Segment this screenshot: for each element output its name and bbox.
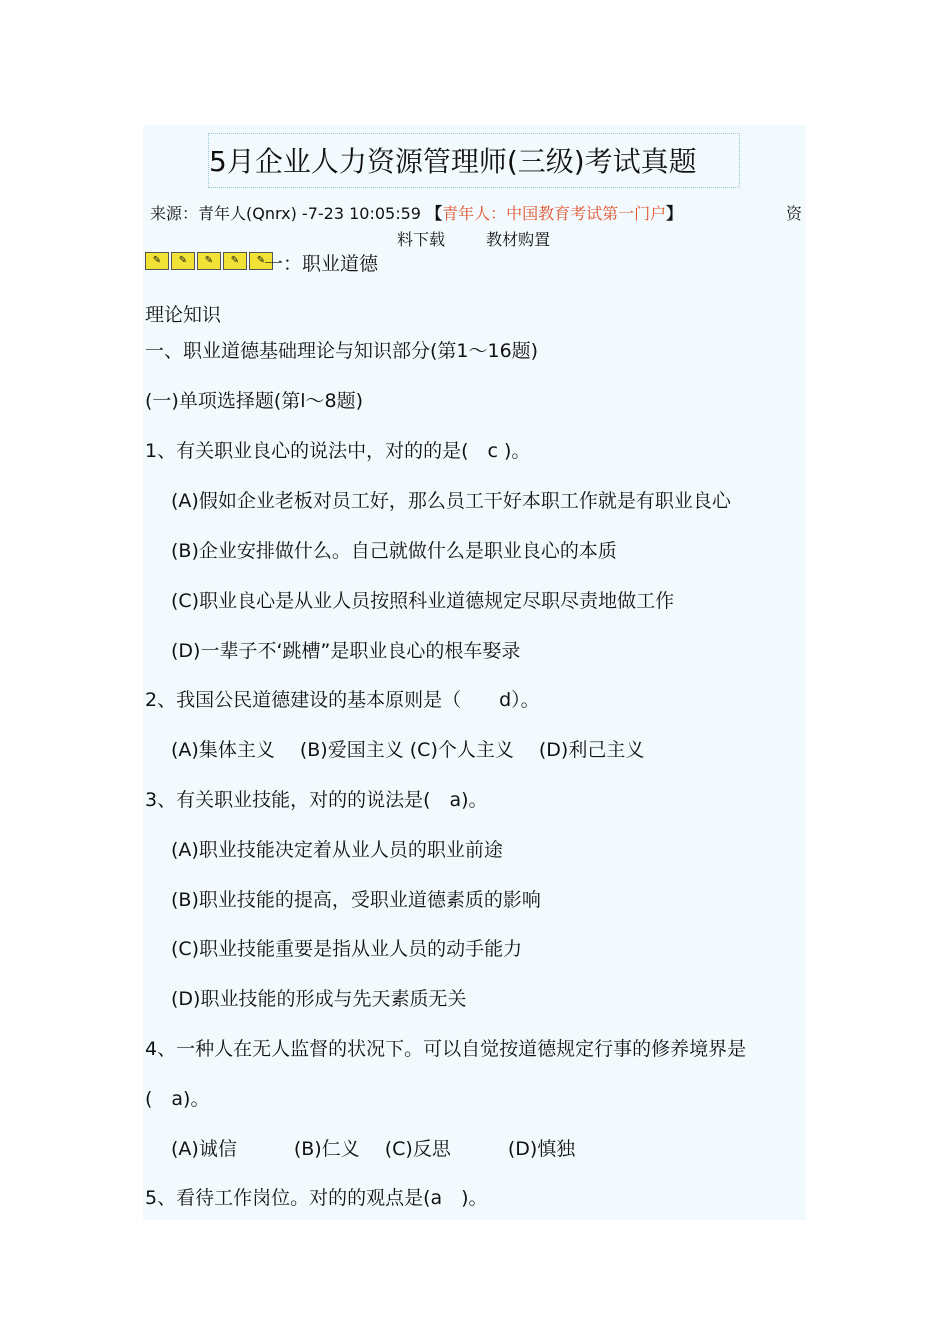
option: (A)职业技能决定着从业人员的职业前途: [171, 839, 503, 861]
source-info: 来源：青年人(Qnrx) -7-23 10:05:59: [150, 204, 421, 223]
question-continuation: ( a)。: [145, 1088, 210, 1110]
paragraph: (一)单项选择题(第l～8题): [145, 390, 364, 412]
option: (A)诚信 (B)仁义 (C)反思 (D)慎独: [171, 1138, 576, 1160]
question: 3、有关职业技能，对的的说法是( a)。: [145, 789, 488, 811]
meta-nav: [150, 227, 802, 253]
paragraph: 一、职业道德基础理论与知识部分(第1～16题): [145, 340, 539, 362]
question: 4、一种人在无人监督的状况下。可以自觉按道德规定行事的修养境界是: [145, 1038, 747, 1060]
option: (D)职业技能的形成与先天素质无关: [171, 988, 467, 1010]
rating-icon: ✎: [223, 252, 247, 270]
question: 5、看待工作岗位。对的的观点是(a )。: [145, 1187, 488, 1209]
option: (D)一辈子不‘跳槽”是职业良心的根车娶录: [171, 640, 521, 662]
paragraph: 理论知识: [145, 304, 222, 326]
option: (A)集体主义 (B)爱国主义 (C)个人主义 (D)利己主义: [171, 739, 645, 761]
article-title: 5月企业人力资源管理师(三级)考试真题: [208, 133, 740, 188]
rating-icons: [145, 252, 275, 270]
question: 1、有关职业良心的说法中，对的的是( c )。: [145, 440, 531, 462]
question: 2、我国公民道德建设的基本原则是（ d）。: [145, 689, 540, 711]
rating-icon: ✎: [145, 252, 169, 270]
bracket-close: 】: [666, 204, 683, 223]
nav-link-textbook[interactable]: 教材购置: [486, 230, 551, 249]
option: (B)职业技能的提高，受职业道德素质的影响: [171, 889, 541, 911]
option: (C)职业技能重要是指从业人员的动手能力: [171, 938, 523, 960]
option: (A)假如企业老板对员工好，那么员工干好本职工作就是有职业良心: [171, 490, 731, 512]
rating-icon: ✎: [171, 252, 195, 270]
rating-icon: ✎: [197, 252, 221, 270]
nav-link-download[interactable]: 料下载: [397, 230, 446, 249]
option: (B)企业安排做什么。自己就做什么是职业良心的本质: [171, 540, 617, 562]
section-heading: 一：职业道德: [264, 253, 379, 275]
bracket-open: 【: [426, 204, 443, 223]
option: (C)职业良心是从业人员按照科业道德规定尽职尽责地做工作: [171, 590, 675, 612]
rating-icon: ✎: [249, 252, 273, 270]
site-link[interactable]: 青年人：中国教育考试第一门户: [442, 204, 667, 223]
nav-link-download-head[interactable]: 资: [785, 204, 802, 223]
article-meta: [150, 201, 802, 253]
